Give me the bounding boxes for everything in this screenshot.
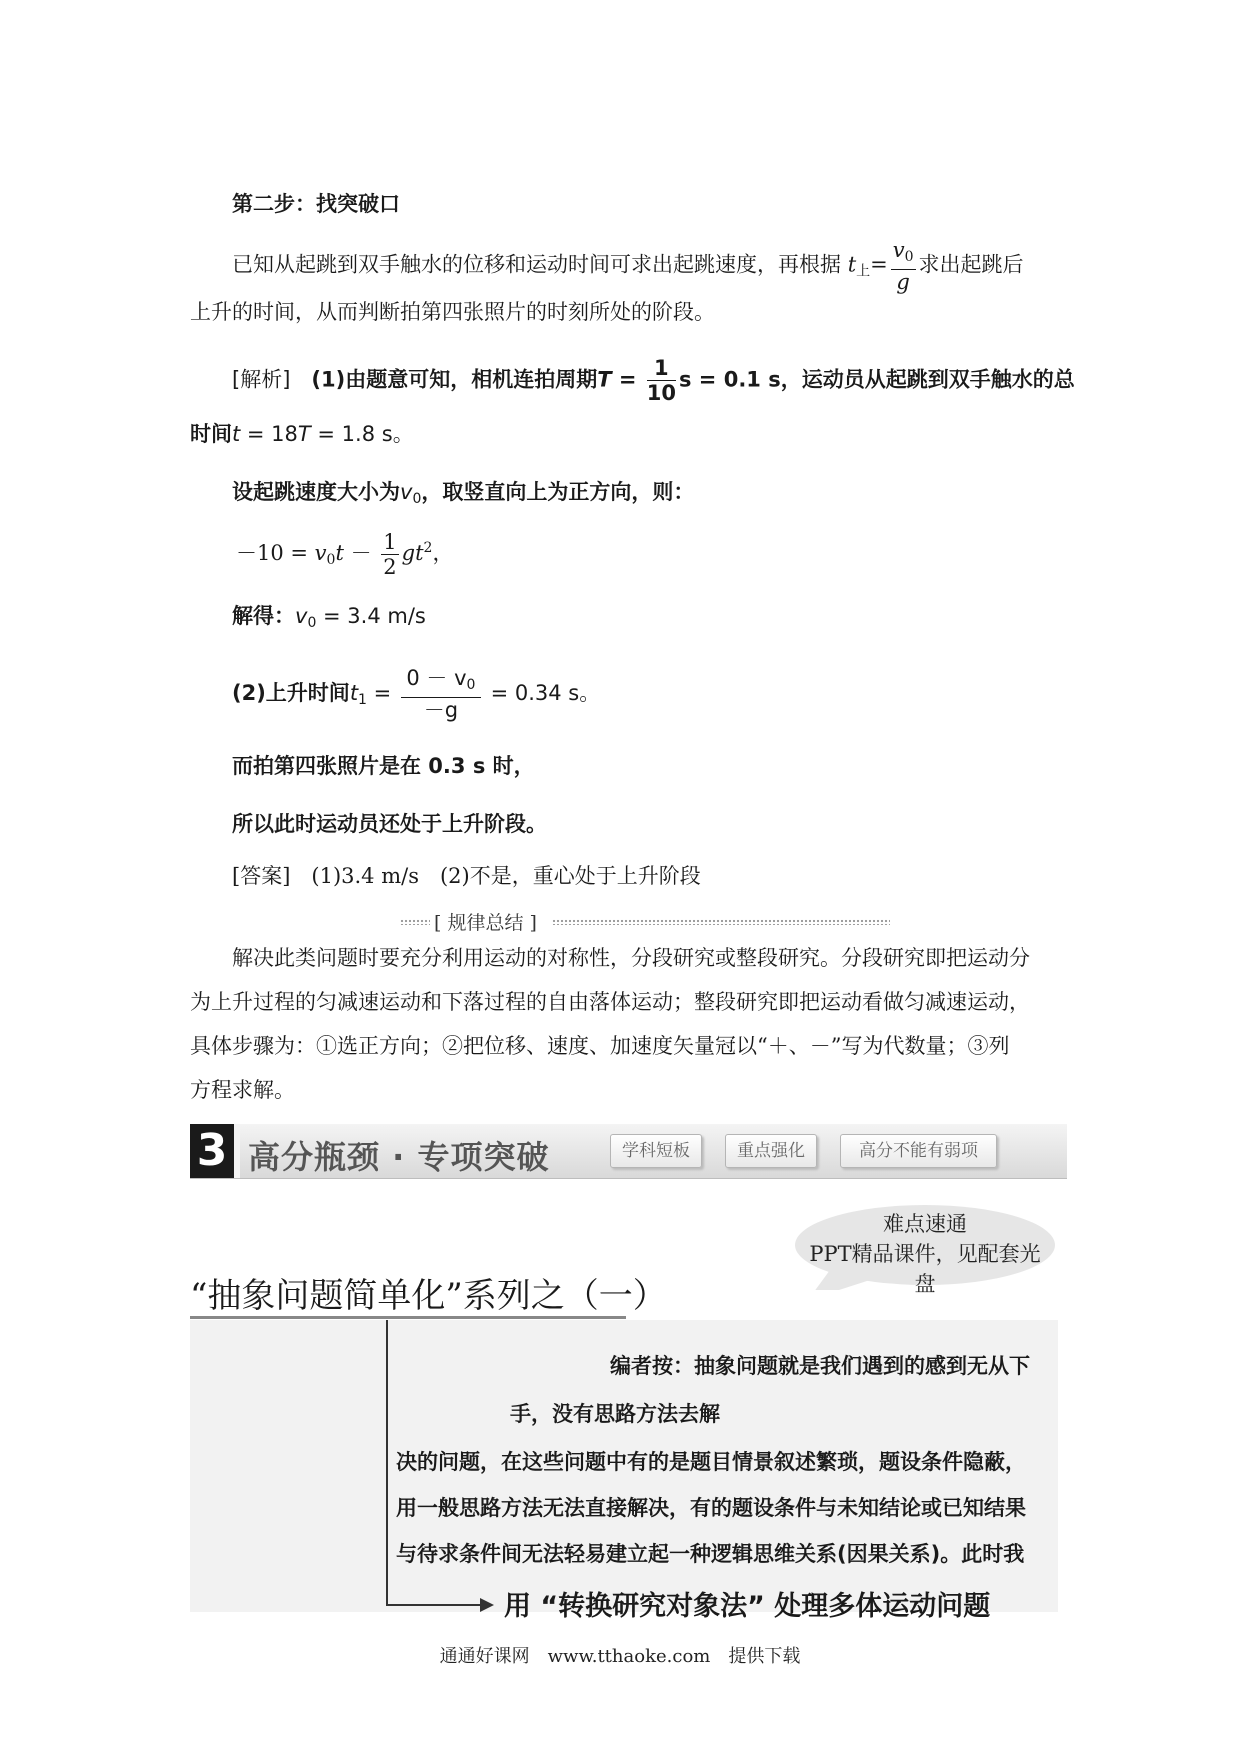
equation-1: $-10 = v_0t$ － $\frac{1}{2}$ $gt^2$， xyxy=(236,530,454,579)
analysis-line5: 而拍第四张照片是在 0.3 s 时， xyxy=(232,754,535,778)
summary-line-4: 方程求解。 xyxy=(190,1078,295,1102)
solution-line: 解得：$v_0 = 3.4$ m/s xyxy=(232,604,426,631)
bubble-line-1: 难点速通 xyxy=(883,1212,967,1236)
step-paragraph-line1: 已知从起跳到双手触水的位移和运动时间可求出起跳速度，再根据 $t_上=$ $\frac{v_0}{g}$ 求出起跳后 xyxy=(232,238,1024,294)
step-heading: 第二步：找突破口 xyxy=(232,192,400,216)
step-paragraph-line2: 上升的时间，从而判断拍第四张照片的时刻所处的阶段。 xyxy=(190,300,715,324)
summary-line-3: 具体步骤为：①选正方向；②把位移、速度、加速度矢量冠以“＋、－”写为代数量；③列 xyxy=(190,1034,1010,1058)
footer-credit: 通通好课网 www.tthaoke.com 提供下载 xyxy=(439,1646,801,1667)
fraction-1-over-2: $\frac{1}{2}$ xyxy=(383,530,397,579)
bubble-line-2: PPT精品课件，见配套光盘 xyxy=(809,1242,1041,1296)
tab-no-weak-items[interactable]: 高分不能有弱项 xyxy=(840,1134,997,1168)
analysis-line3: 设起跳速度大小为$v_0$，取竖直向上为正方向，则： xyxy=(232,480,695,507)
analysis-line4: (2)上升时间$t_1$ = $\frac{0 - v_0}{-g}$ = 0.34 s。 xyxy=(232,666,601,722)
answer-line: [答案] (1)3.4 m/s (2)不是，重心处于上升阶段 xyxy=(232,864,701,888)
analysis-line2: 时间t = 18T = 1.8 s。 xyxy=(190,422,414,446)
series-title: “抽象问题简单化”系列之（一） xyxy=(190,1276,667,1316)
series-underline xyxy=(190,1316,626,1319)
tab-subject-weakness[interactable]: 学科短板 xyxy=(610,1134,702,1168)
analysis-line1: [解析] (1)由题意可知，相机连拍周期T = $\frac{1}{10}$ s = 0.1 s，运动员从起跳到双手触水的总 xyxy=(232,356,1075,405)
summary-line-2: 为上升过程的匀减速运动和下落过程的自由落体运动；整段研究即把运动看做匀减速运动， xyxy=(190,990,1030,1014)
analysis-line6: 所以此时运动员还处于上升阶段。 xyxy=(232,812,547,836)
summary-line-1: 解决此类问题时要充分利用运动的对称性，分段研究或整段研究。分段研究即把运动分 xyxy=(232,946,1030,970)
section-title: 高分瓶颈 · 专项突破 xyxy=(248,1138,550,1176)
section-heading: 用 “转换研究对象法” 处理多体运动问题 xyxy=(504,1591,991,1622)
editor-note-line-2: 手，没有思路方法去解 xyxy=(510,1402,720,1426)
section-number: 3 xyxy=(190,1124,234,1178)
editor-note-line-1: 编者按：抽象问题就是我们遇到的感到无从下 xyxy=(610,1354,1030,1378)
fraction-v0-over-g: $\frac{v_0}{g}$ xyxy=(892,238,914,294)
editor-note-line-4: 用一般思路方法无法直接解决，有的题设条件与未知结论或已知结果 xyxy=(396,1496,1026,1520)
summary-header xyxy=(400,908,890,932)
analysis-label: [解析] xyxy=(232,367,291,392)
editor-note-line-5: 与待求条件间无法轻易建立起一种逻辑思维关系(因果关系)。此时我 xyxy=(396,1542,1025,1566)
answer-label: [答案] xyxy=(232,864,291,888)
connector-horizontal xyxy=(386,1604,484,1606)
connector-vertical xyxy=(386,1320,388,1606)
fraction-1-over-10: $\frac{1}{10}$ xyxy=(646,356,676,405)
arrow-right-icon xyxy=(480,1598,494,1612)
section-banner xyxy=(190,1124,1067,1179)
tab-key-strengthening[interactable]: 重点强化 xyxy=(725,1134,817,1168)
summary-label: [ 规律总结 ] xyxy=(434,912,537,934)
editor-note-line-3: 决的问题，在这些问题中有的是题目情景叙述繁琐，题设条件隐蔽， xyxy=(396,1450,1026,1474)
fraction-rise-time: $\frac{0 - v_0}{-g}$ xyxy=(401,666,481,722)
